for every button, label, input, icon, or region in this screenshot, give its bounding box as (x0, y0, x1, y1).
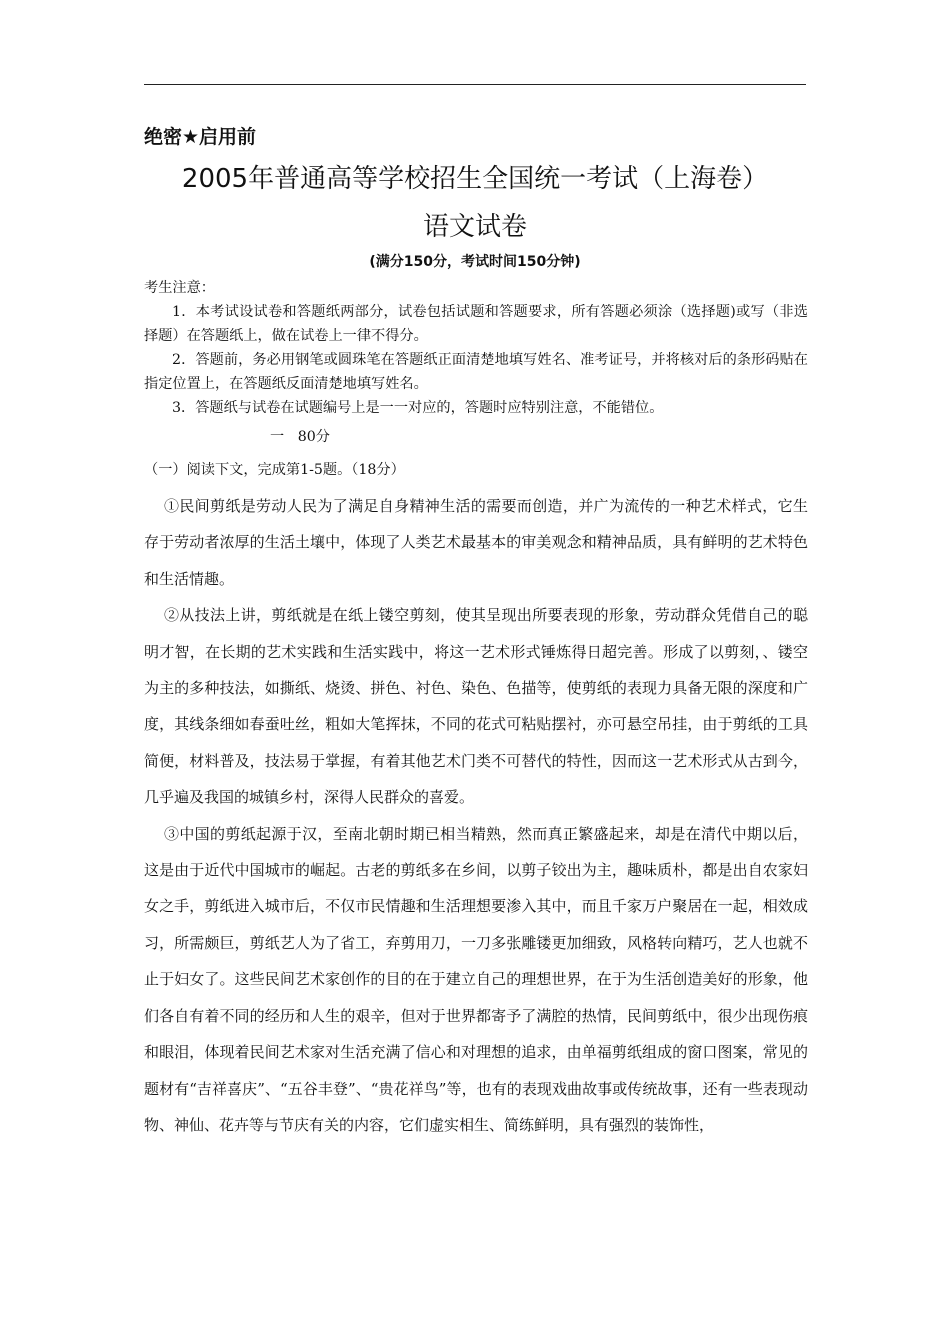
passage-paragraph-3: ③中国的剪纸起源于汉，至南北朝时期已相当精熟，然而真正繁盛起来，却是在清代中期以后，这是由于近代中国城市的崛起。古老的剪纸多在乡间，以剪子铰出为主，趣味质朴，都是出自农家妇女之手，剪纸进入城市后，不仅市民情趣和生活理想要渗入其中，而且千家万户聚居在一起，相效成习，所需颇巨，剪纸艺人为了省工，弃剪用刀，一刀多张雕镂更加细致，风格转向精巧，艺人也就不止于妇女了。这些民间艺术家创作的目的在于建立自己的理想世界，在于为生活创造美好的形象，他们各自有着不同的经历和人生的艰辛，但对于世界都寄予了满腔的热情，民间剪纸中，很少出现伤痕和眼泪，体现着民间艺术家对生活充满了信心和对理想的追求，由单福剪纸组成的窗口图案，常见的题材有“吉祥喜庆”、“五谷丰登”、“贵花祥鸟”等，也有的表现戏曲故事或传统故事，还有一些表现动物、神仙、花卉等与节庆有关的内容，它们虚实相生、简练鲜明，具有强烈的装饰性， (144, 824, 808, 1134)
secret-mark: 绝密★启用前 (144, 126, 257, 148)
notice-heading: 考生注意： (144, 280, 215, 296)
passage-paragraph-2: ②从技法上讲，剪纸就是在纸上镂空剪刻，使其呈现出所要表现的形象，劳动群众凭借自己的聪明才智，在长期的艺术实践和生活实践中，将这一艺术形式锤炼得日超完善。形成了以剪刻，、镂空为主的多种技法，如撕纸、烧烫、拼色、衬色、染色、色描等，使剪纸的表现力具备无限的深度和广度，其线条细如春蚕吐丝，粗如大笔挥抹，不同的花式可粘贴摆衬，亦可悬空吊挂，由于剪纸的工具简便，材料普及，技法易于掌握，有着其他艺术门类不可替代的特性，因而这一艺术形式从古到今，几乎遍及我国的城镇乡村，深得人民群众的喜爱。 (144, 606, 808, 807)
passage-paragraph-1: ①民间剪纸是劳动人民为了满足自身精神生活的需要而创造，并广为流传的一种艺术样式，它生存于劳动者浓厚的生活土壤中，体现了人类艺术最基本的审美观念和精神品质，具有鲜明的艺术特色和生活情趣。 (144, 497, 808, 588)
section-score: 80分 (297, 429, 330, 445)
header-rule (144, 84, 806, 85)
section-header (270, 425, 330, 449)
reading-passage (144, 488, 808, 1143)
section-label: 一 (270, 429, 285, 445)
part-one-heading: （一）阅读下文，完成第1-5题。（18分） (144, 462, 405, 478)
candidate-notice (144, 276, 808, 420)
notice-item-3: 3．答题纸与试卷在试题编号上是一一对应的，答题时应特别注意，不能错位。 (172, 400, 664, 416)
notice-item-2: 2．答题前，务必用钢笔或圆珠笔在答题纸正面清楚地填写姓名、准考证号，并将核对后的条形码贴在指定位置上，在答题纸反面清楚地填写姓名。 (144, 352, 808, 392)
notice-item-1: 1．本考试设试卷和答题纸两部分，试卷包括试题和答题要求，所有答题必须涂（选择题)或写（非选择题）在答题纸上，做在试卷上一律不得分。 (144, 304, 808, 344)
paper-title: 语文试卷 (422, 212, 527, 242)
exam-title: 2005年普通高等学校招生全国统一考试（上海卷） (181, 164, 769, 194)
exam-duration-note: (满分150分，考试时间150分钟) (369, 254, 581, 270)
